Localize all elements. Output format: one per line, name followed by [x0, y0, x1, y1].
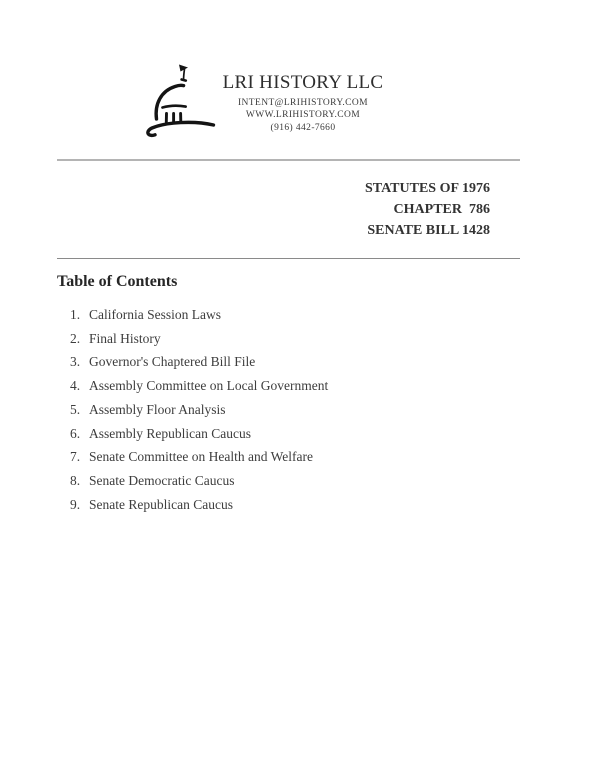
senate-bill-line: SENATE BILL 1428: [367, 223, 490, 238]
toc-item-label: Assembly Committee on Local Government: [89, 378, 329, 394]
toc-item-label: Governor's Chaptered Bill File: [89, 354, 256, 370]
toc-item-label: Senate Republican Caucus: [89, 496, 233, 512]
toc-item: [70, 469, 328, 493]
statute-reference: [365, 178, 490, 241]
horizontal-rule-top: [57, 159, 520, 161]
chapter-line: CHAPTER 786: [393, 202, 490, 217]
toc-item: [70, 374, 328, 398]
toc-item-number: 4.: [70, 378, 81, 394]
toc-item: [70, 445, 328, 469]
toc-item-label: Assembly Floor Analysis: [89, 401, 226, 417]
horizontal-rule-bottom: [57, 258, 520, 259]
toc-item: [70, 350, 328, 374]
toc-item-number: 5.: [70, 401, 81, 417]
toc-item-label: California Session Laws: [89, 307, 221, 322]
toc-item-number: 2.: [70, 330, 81, 346]
toc-item: [70, 303, 328, 327]
letterhead: [183, 71, 423, 134]
statutes-line: STATUTES OF 1976: [365, 181, 490, 196]
toc-heading: Table of Contents: [57, 273, 178, 290]
company-email: INTENT@LRIHISTORY.COM: [237, 98, 368, 108]
toc-item-number: 9.: [70, 496, 81, 512]
toc-item: [70, 422, 328, 446]
toc-item-number: 6.: [70, 425, 81, 441]
toc-item-label: Assembly Republican Caucus: [89, 425, 251, 441]
company-name: LRI HISTORY LLC: [222, 72, 384, 93]
toc-item-label: Senate Committee on Health and Welfare: [89, 449, 313, 465]
toc-item-number: 3.: [70, 354, 81, 370]
toc-item-label: Senate Democratic Caucus: [89, 472, 235, 488]
toc-list: [70, 303, 328, 516]
toc-item-number: 7.: [70, 449, 81, 465]
toc-item: [70, 327, 328, 351]
toc-item-number: 8.: [70, 472, 81, 488]
toc-item-label: Final History: [89, 330, 161, 346]
toc-item: [70, 398, 328, 422]
company-phone: (916) 442-7660: [270, 122, 336, 133]
toc-item-number: 1.: [70, 307, 81, 322]
company-website: WWW.LRIHISTORY.COM: [245, 110, 361, 121]
toc-item: [70, 493, 328, 517]
